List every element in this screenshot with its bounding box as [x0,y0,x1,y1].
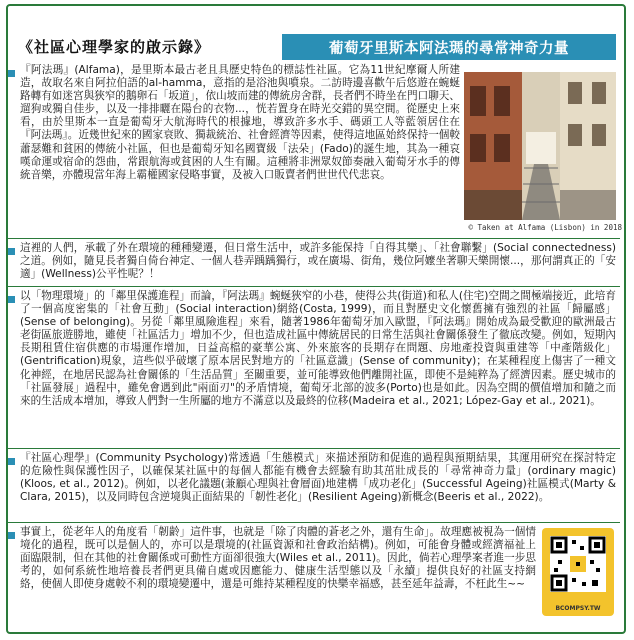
alfama-street-photo [464,72,616,220]
article-title: 葡萄牙里斯本阿法瑪的尋常神奇力量 [282,34,616,60]
section-divider [8,286,620,287]
section-divider [8,522,620,523]
paragraph-community-psychology: 『社區心理學』(Community Psychology)常透過「生態模式」來描述預防和促進的過程與預期結果，其運用研究在探討特定的危險性與保護性因子，以確保某社區中的每個人都能有機會去經驗有助其茁壯成長的「尋常神奇力量」(ordinary magic)(Kloos, et al., 2012)。例如，以老化議題(兼顧心理與社會層面)地建構「成功老化」(Successful Ageing)社區模式(Marty & Clara, 2015)，以及同時包含逆境與正面結果的「韌性老化」(Resilient Ageing)新概念(Beeris et al., 2022)。 [20,452,616,504]
bullet-marker [8,248,15,255]
bullet-marker [8,296,15,303]
bullet-marker [8,458,15,465]
bullet-marker [8,532,15,539]
qr-pattern [550,536,606,592]
section-divider [8,448,620,449]
section-divider [8,238,620,239]
paragraph-neighborhood-process: 以「物理環境」的「鄰里保護進程」而論，『阿法瑪』蜿蜒狹窄的小巷，使得公共(街道)和私人(住宅)空間之間極端接近，此培育了一個高度密集的「社會互動」(Social interaction)網絡(Costa, 1999)，而且對歷史文化懷舊擁有強烈的社區「歸屬感」(Sense of belonging)。另從「鄰里風險進程」來看，隨著1986年葡萄牙加入歐盟，『阿法瑪』開始成為最受歡迎的歐洲最古老街區旅遊勝地，雖使「社區活力」增加不少，但也造成社區中傳統居民的日常生活與社會關係發生了徹底改變。例如，短期內長期租賃住宿供應的市場運作增加，日益高檔的豪華公寓、外來旅客的長期存在問題、房地產投資與重建等「中產階級化」(Gentrification)現象，這些似乎破壞了原本居民對地方的「社區意識」(Sense of community)；在某種程度上傷害了一種文化神經，在地居民認為社會關係的「生活品質」至關重要，並可能導致他們離開社區，即使不是純粹為了經濟因素。歷史城市的「社區發展」過程中，雖免會遇到此"兩面刃"的矛盾情境，葡萄牙北部的波多(Porto)也是如此。因為空間的價值增加和隨之而來的生活成本增加，導致人們對一生所屬的地方不滿意以及最終的位移(Madeira et al., 2021; López-Gay et al., 2021)。 [20,290,616,407]
bullet-marker [8,70,15,77]
paragraph-alfama-history: 『阿法瑪』(Alfama)，是里斯本最古老且具歷史特色的標誌性社區。它為11世紀摩爾人所建造，故取名來自阿拉伯語的al-hamma，意指的是浴池與噴泉。二訪時邊喜歡午后悠遊在蜿蜒路轉有如迷宮與狹窄的鵝卵石「坂道」，依山坡而建的傳統房舍群，長者們不時坐在門口聊天、遛狗或獨自佳步，以及一排排曬在陽台的衣物...，恍若置身在時光交錯的異空間。從歷史上來看，由於里斯本一直是葡萄牙大航海時代的根據地，導致許多水手、碼頭工人等藍領居住在『阿法瑪』。近幾世紀來的國家衰敗、獨裁統治、社會經濟等因素，使得這地區始終保持一個較蕭瑟難和貧困的傳統小社區，但也是葡萄牙知名國寶級「法朵」(Fado)的誕生地，其為一種哀嘆命運或宿命的怨曲，常跟航海或貧困的人生有關。這種將非洲眾奴節奏融入葡萄牙水手的傳統音樂，亦體現當年海上霸權國家侵略事實，及被入口販賣者們世世代代悲哀。 [20,64,460,181]
paragraph-social-connectedness: 這裡的人們，承載了外在環境的種種變遷，但日常生活中，或許多能保持「自得其樂」、「社會聯繫」(Social connectedness)之道。例如，隨見長者獨自倚台神定、一個人巷弄踽踽獨行，或在廣場、街角，幾位阿嬤坐著聊天樂開懷...，那何謂真正的「安適」(Wellness)公平性呢？！ [20,242,616,281]
photo-caption: © Taken at Alfama (Lisbon) in 2018 [468,223,622,232]
series-title: 《社區心理學家的啟示錄》 [18,38,211,56]
qr-code[interactable] [542,528,614,616]
paragraph-resilient-ageing: 事實上，從老年人的角度看「韌齡」這件事，也就是「除了肉體的蒼老之外，還有生命」。故理應被視為一個情境化的過程，既可以是個人的，亦可以是環境的(社區資源和社會政治結構)。例如，可能會身體或經濟福祉上面臨限制，但在其他的社會關係或可動性方面卻很強大(Wiles et al., 2011)。因此，倘若心理學案者進一步思考的，如何系統性地培養長者們更具備自處或因應能力、健康生活型態以及「永續」提供良好的社區支持網絡，使個人即使身處較不利的環境變遷中，還是可維持某種程度的快樂幸福感，甚至延年益壽，不枉此生~~ [20,526,536,591]
qr-label: BCOMPSY.TW [555,605,601,612]
